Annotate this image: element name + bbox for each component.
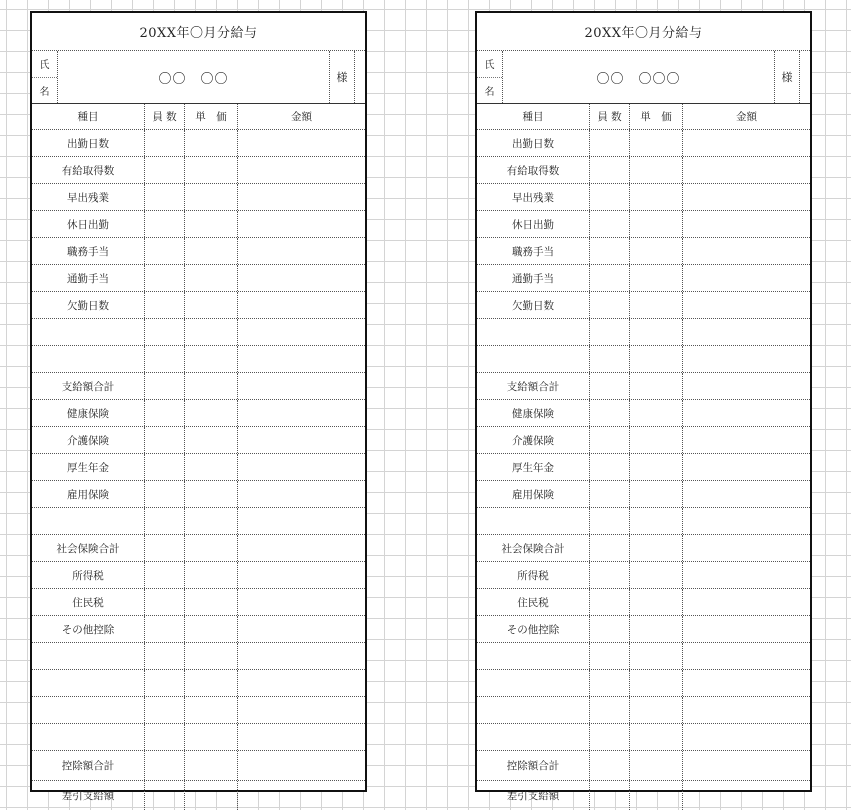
employee-name-row <box>477 51 810 104</box>
table-row <box>32 157 365 184</box>
column-header-count: 員 数 <box>590 104 630 129</box>
count-cell[interactable] <box>145 319 185 345</box>
count-cell[interactable] <box>590 130 630 156</box>
unit-price-cell[interactable] <box>185 697 238 723</box>
table-row <box>477 670 810 697</box>
item-label-cell: 支給額合計 <box>477 373 590 399</box>
honorific-label: 様 <box>329 51 355 103</box>
table-row <box>32 292 365 319</box>
count-cell[interactable] <box>590 319 630 345</box>
unit-price-cell[interactable] <box>630 184 683 210</box>
unit-price-cell[interactable] <box>630 265 683 291</box>
item-label-cell: 支給額合計 <box>32 373 145 399</box>
amount-cell[interactable] <box>683 400 810 426</box>
item-label-cell: 所得税 <box>32 562 145 588</box>
table-row <box>32 346 365 373</box>
item-label-cell: 通勤手当 <box>32 265 145 291</box>
table-row <box>477 643 810 670</box>
count-cell[interactable] <box>590 589 630 615</box>
amount-cell[interactable] <box>683 643 810 669</box>
table-row <box>477 697 810 724</box>
table-row <box>32 589 365 616</box>
item-label-cell: 職務手当 <box>32 238 145 264</box>
amount-cell[interactable] <box>238 157 365 183</box>
item-label-cell: 雇用保険 <box>32 481 145 507</box>
unit-price-cell[interactable] <box>630 211 683 237</box>
unit-price-cell[interactable] <box>185 184 238 210</box>
count-cell[interactable] <box>590 157 630 183</box>
table-row <box>32 697 365 724</box>
table-row <box>477 535 810 562</box>
unit-price-cell[interactable] <box>630 130 683 156</box>
table-row <box>32 643 365 670</box>
amount-cell[interactable] <box>238 751 365 780</box>
item-label-cell: 職務手当 <box>477 238 590 264</box>
unit-price-cell[interactable] <box>185 562 238 588</box>
count-cell[interactable] <box>145 751 185 780</box>
table-row <box>477 319 810 346</box>
amount-cell[interactable] <box>683 184 810 210</box>
amount-cell[interactable] <box>683 346 810 372</box>
unit-price-cell[interactable] <box>185 508 238 534</box>
amount-cell[interactable] <box>238 481 365 507</box>
count-cell[interactable] <box>145 589 185 615</box>
count-cell[interactable] <box>590 751 630 780</box>
table-row <box>32 724 365 751</box>
item-label-cell <box>477 508 590 534</box>
amount-cell[interactable] <box>238 616 365 642</box>
unit-price-cell[interactable] <box>630 454 683 480</box>
column-header-unit-price: 単 価 <box>630 104 683 129</box>
unit-price-cell[interactable] <box>630 697 683 723</box>
table-row <box>477 454 810 481</box>
table-row <box>477 508 810 535</box>
unit-price-cell[interactable] <box>185 238 238 264</box>
count-cell[interactable] <box>145 373 185 399</box>
unit-price-cell[interactable] <box>185 454 238 480</box>
table-row <box>32 130 365 157</box>
table-row <box>32 319 365 346</box>
item-label-cell <box>32 697 145 723</box>
count-cell[interactable] <box>590 562 630 588</box>
table-row <box>477 265 810 292</box>
count-cell[interactable] <box>145 427 185 453</box>
count-cell[interactable] <box>145 643 185 669</box>
table-row <box>32 238 365 265</box>
amount-cell[interactable] <box>238 670 365 696</box>
table-row <box>32 751 365 781</box>
count-cell[interactable] <box>145 265 185 291</box>
unit-price-cell[interactable] <box>630 346 683 372</box>
unit-price-cell[interactable] <box>185 535 238 561</box>
amount-cell[interactable] <box>683 508 810 534</box>
amount-cell[interactable] <box>238 535 365 561</box>
amount-cell[interactable] <box>238 697 365 723</box>
item-label-cell: 健康保険 <box>477 400 590 426</box>
unit-price-cell[interactable] <box>185 616 238 642</box>
payslip-rows <box>477 130 810 810</box>
honorific-label: 様 <box>774 51 800 103</box>
count-cell[interactable] <box>590 481 630 507</box>
table-row <box>32 265 365 292</box>
unit-price-cell[interactable] <box>185 265 238 291</box>
unit-price-cell[interactable] <box>185 157 238 183</box>
count-cell[interactable] <box>145 481 185 507</box>
item-label-cell <box>477 643 590 669</box>
unit-price-cell[interactable] <box>630 292 683 318</box>
unit-price-cell[interactable] <box>185 670 238 696</box>
count-cell[interactable] <box>145 346 185 372</box>
item-label-cell: 社会保険合計 <box>32 535 145 561</box>
item-label-cell: 控除額合計 <box>32 751 145 780</box>
count-cell[interactable] <box>590 724 630 750</box>
unit-price-cell[interactable] <box>185 589 238 615</box>
table-row <box>32 373 365 400</box>
count-cell[interactable] <box>145 670 185 696</box>
item-label-cell: 控除額合計 <box>477 751 590 780</box>
name-label <box>32 51 58 103</box>
name-label-top: 氏 <box>477 51 502 78</box>
item-label-cell <box>477 724 590 750</box>
amount-cell[interactable] <box>683 238 810 264</box>
table-row <box>477 373 810 400</box>
amount-cell[interactable] <box>238 454 365 480</box>
unit-price-cell[interactable] <box>185 346 238 372</box>
item-label-cell: 社会保険合計 <box>477 535 590 561</box>
table-row <box>32 400 365 427</box>
table-row <box>32 616 365 643</box>
count-cell[interactable] <box>145 238 185 264</box>
count-cell[interactable] <box>590 211 630 237</box>
column-header-unit-price: 単 価 <box>185 104 238 129</box>
item-label-cell: 住民税 <box>32 589 145 615</box>
table-row <box>477 427 810 454</box>
count-cell[interactable] <box>145 157 185 183</box>
item-label-cell: 有給取得数 <box>477 157 590 183</box>
item-label-cell: 休日出勤 <box>32 211 145 237</box>
amount-cell[interactable] <box>683 373 810 399</box>
amount-cell[interactable] <box>683 751 810 780</box>
amount-cell[interactable] <box>238 265 365 291</box>
item-label-cell: 早出残業 <box>32 184 145 210</box>
amount-cell[interactable] <box>683 319 810 345</box>
item-label-cell: その他控除 <box>477 616 590 642</box>
amount-cell[interactable] <box>238 643 365 669</box>
unit-price-cell[interactable] <box>630 157 683 183</box>
column-header-item: 種目 <box>32 104 145 129</box>
table-row <box>477 589 810 616</box>
count-cell[interactable] <box>590 373 630 399</box>
amount-cell[interactable] <box>238 400 365 426</box>
column-header-amount: 金額 <box>736 111 757 123</box>
table-row <box>32 508 365 535</box>
unit-price-cell[interactable] <box>630 373 683 399</box>
count-cell[interactable] <box>145 211 185 237</box>
item-label-cell: 出勤日数 <box>32 130 145 156</box>
column-header-row <box>32 104 365 130</box>
amount-cell[interactable] <box>683 562 810 588</box>
table-row <box>477 400 810 427</box>
item-label-cell: 住民税 <box>477 589 590 615</box>
unit-price-cell[interactable] <box>630 724 683 750</box>
table-row <box>32 211 365 238</box>
unit-price-cell[interactable] <box>630 535 683 561</box>
amount-cell[interactable] <box>683 535 810 561</box>
unit-price-cell[interactable] <box>630 400 683 426</box>
unit-price-cell[interactable] <box>630 751 683 780</box>
unit-price-cell[interactable] <box>185 319 238 345</box>
table-row <box>477 481 810 508</box>
name-label-bottom: 名 <box>39 86 50 98</box>
amount-cell[interactable] <box>683 130 810 156</box>
count-cell[interactable] <box>145 508 185 534</box>
unit-price-cell[interactable] <box>185 211 238 237</box>
unit-price-cell[interactable] <box>185 751 238 780</box>
count-cell[interactable] <box>145 292 185 318</box>
payslip-left <box>30 11 367 802</box>
table-row <box>32 427 365 454</box>
unit-price-cell[interactable] <box>185 130 238 156</box>
item-label-cell <box>477 319 590 345</box>
item-label-cell: 介護保険 <box>477 427 590 453</box>
count-cell[interactable] <box>590 346 630 372</box>
item-label-cell <box>477 697 590 723</box>
amount-cell[interactable] <box>683 265 810 291</box>
item-label-cell: その他控除 <box>32 616 145 642</box>
column-header-amount: 金額 <box>291 111 312 123</box>
table-row <box>477 346 810 373</box>
amount-cell[interactable] <box>683 616 810 642</box>
payslip-rows <box>32 130 365 810</box>
payslip-title: 20XX年〇月分給与 <box>32 13 365 51</box>
item-label-cell <box>32 319 145 345</box>
table-row <box>477 616 810 643</box>
count-cell[interactable] <box>145 184 185 210</box>
table-row <box>32 562 365 589</box>
unit-price-cell[interactable] <box>630 481 683 507</box>
count-cell[interactable] <box>590 643 630 669</box>
amount-cell[interactable] <box>238 346 365 372</box>
table-row <box>477 724 810 751</box>
table-row <box>477 211 810 238</box>
table-row <box>477 130 810 157</box>
unit-price-cell[interactable] <box>185 373 238 399</box>
amount-cell[interactable] <box>238 319 365 345</box>
amount-cell[interactable] <box>683 589 810 615</box>
count-cell[interactable] <box>145 535 185 561</box>
item-label-cell: 欠勤日数 <box>477 292 590 318</box>
table-row <box>32 670 365 697</box>
count-cell[interactable] <box>145 562 185 588</box>
amount-cell[interactable] <box>238 589 365 615</box>
count-cell[interactable] <box>590 427 630 453</box>
count-cell[interactable] <box>145 697 185 723</box>
table-row <box>477 157 810 184</box>
count-cell[interactable] <box>145 400 185 426</box>
column-header-row <box>477 104 810 130</box>
name-label-top: 氏 <box>32 51 57 78</box>
employee-name-row <box>32 51 365 104</box>
item-label-cell: 介護保険 <box>32 427 145 453</box>
table-row <box>477 184 810 211</box>
item-label-cell: 厚生年金 <box>477 454 590 480</box>
item-label-cell: 有給取得数 <box>32 157 145 183</box>
table-row <box>477 238 810 265</box>
employee-name-value[interactable]: 〇〇 〇〇〇 <box>596 71 681 87</box>
unit-price-cell[interactable] <box>630 319 683 345</box>
count-cell[interactable] <box>590 184 630 210</box>
unit-price-cell[interactable] <box>185 400 238 426</box>
item-label-cell <box>477 670 590 696</box>
count-cell[interactable] <box>145 454 185 480</box>
unit-price-cell[interactable] <box>185 643 238 669</box>
item-label-cell <box>477 346 590 372</box>
amount-cell[interactable] <box>683 211 810 237</box>
amount-cell[interactable] <box>238 373 365 399</box>
item-label-cell <box>32 508 145 534</box>
name-label-bottom: 名 <box>484 86 495 98</box>
item-label-cell: 出勤日数 <box>477 130 590 156</box>
count-cell[interactable] <box>145 616 185 642</box>
count-cell[interactable] <box>590 670 630 696</box>
count-cell[interactable] <box>145 724 185 750</box>
unit-price-cell[interactable] <box>630 616 683 642</box>
table-row <box>32 481 365 508</box>
item-label-cell: 差引支給額 <box>32 781 145 810</box>
payslip-title: 20XX年〇月分給与 <box>477 13 810 51</box>
amount-cell[interactable] <box>238 238 365 264</box>
count-cell[interactable] <box>590 292 630 318</box>
amount-cell[interactable] <box>683 427 810 453</box>
count-cell[interactable] <box>145 130 185 156</box>
unit-price-cell[interactable] <box>630 643 683 669</box>
amount-cell[interactable] <box>683 481 810 507</box>
table-row <box>477 292 810 319</box>
count-cell[interactable] <box>590 454 630 480</box>
table-row <box>477 751 810 781</box>
unit-price-cell[interactable] <box>630 427 683 453</box>
unit-price-cell[interactable] <box>630 589 683 615</box>
count-cell[interactable] <box>590 265 630 291</box>
amount-cell[interactable] <box>238 427 365 453</box>
item-label-cell: 所得税 <box>477 562 590 588</box>
amount-cell[interactable] <box>238 130 365 156</box>
item-label-cell <box>32 643 145 669</box>
item-label-cell: 早出残業 <box>477 184 590 210</box>
unit-price-cell[interactable] <box>185 724 238 750</box>
count-cell[interactable] <box>590 400 630 426</box>
item-label-cell: 差引支給額 <box>477 781 590 810</box>
item-label-cell: 厚生年金 <box>32 454 145 480</box>
employee-name-value[interactable]: 〇〇 〇〇 <box>158 71 229 87</box>
amount-cell[interactable] <box>683 292 810 318</box>
name-label <box>477 51 503 103</box>
item-label-cell: 欠勤日数 <box>32 292 145 318</box>
count-cell[interactable] <box>590 535 630 561</box>
amount-cell[interactable] <box>238 211 365 237</box>
table-row <box>32 454 365 481</box>
item-label-cell: 通勤手当 <box>477 265 590 291</box>
item-label-cell <box>32 346 145 372</box>
item-label-cell: 雇用保険 <box>477 481 590 507</box>
amount-cell[interactable] <box>683 724 810 750</box>
column-header-count: 員 数 <box>145 104 185 129</box>
amount-cell[interactable] <box>683 697 810 723</box>
count-cell[interactable] <box>590 697 630 723</box>
item-label-cell: 休日出勤 <box>477 211 590 237</box>
unit-price-cell[interactable] <box>185 292 238 318</box>
amount-cell[interactable] <box>238 184 365 210</box>
amount-cell[interactable] <box>238 292 365 318</box>
unit-price-cell[interactable] <box>630 508 683 534</box>
table-row <box>32 184 365 211</box>
payslip-right <box>475 11 812 802</box>
unit-price-cell[interactable] <box>185 427 238 453</box>
item-label-cell: 健康保険 <box>32 400 145 426</box>
amount-cell[interactable] <box>238 562 365 588</box>
table-row <box>32 535 365 562</box>
table-row <box>477 562 810 589</box>
item-label-cell <box>32 724 145 750</box>
amount-cell[interactable] <box>683 157 810 183</box>
count-cell[interactable] <box>590 508 630 534</box>
amount-cell[interactable] <box>683 670 810 696</box>
amount-cell[interactable] <box>238 724 365 750</box>
count-cell[interactable] <box>590 238 630 264</box>
item-label-cell <box>32 670 145 696</box>
unit-price-cell[interactable] <box>630 238 683 264</box>
count-cell[interactable] <box>590 616 630 642</box>
amount-cell[interactable] <box>238 508 365 534</box>
unit-price-cell[interactable] <box>185 481 238 507</box>
unit-price-cell[interactable] <box>630 562 683 588</box>
unit-price-cell[interactable] <box>630 670 683 696</box>
amount-cell[interactable] <box>683 454 810 480</box>
column-header-item: 種目 <box>477 104 590 129</box>
